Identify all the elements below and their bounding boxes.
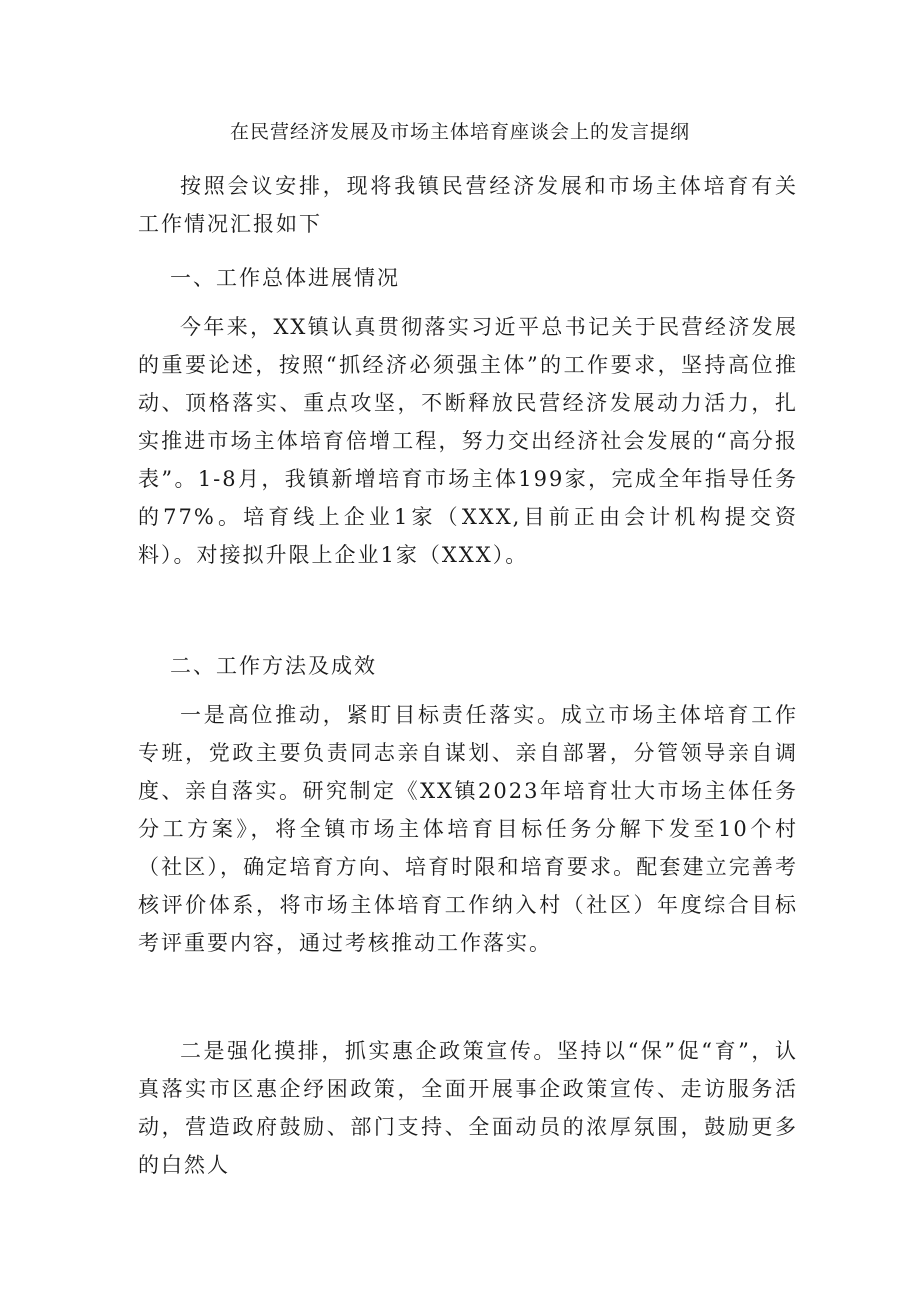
point-2-paragraph: 二是强化摸排，抓实惠企政策宣传。坚持以“保”促“育”，认真落实市区惠企纾困政策，全面开展事企政策宣传、走访服务活动，营造政府鼓励、部门支持、全面动员的浓厚氛围，鼓励更多的白然人	[138, 1039, 798, 1177]
section-2-heading: 二、工作方法及成效	[170, 654, 377, 678]
section-1-body: 今年来，XX镇认真贯彻落实习近平总书记关于民营经济发展的重要论述，按照“抓经济必须强主体”的工作要求，坚持高位推动、顶格落实、重点攻坚，不断释放民营经济发展动力活力，扎实推进市场主体培育倍增工程，努力交出经济社会发展的“高分报表”。1-8月，我镇新增培育市场主体199家，完成全年指导任务的77%。培育线上企业1家（XXX,目前正由会计机构提交资料）。对接拟升限上企业1家（XXX）。	[138, 315, 798, 567]
document-title: 在民营经济发展及市场主体培育座谈会上的发言提纲	[229, 121, 690, 143]
section-1-heading: 一、工作总体进展情况	[170, 266, 400, 290]
point-1-paragraph: 一是高位推动，紧盯目标责任落实。成立市场主体培育工作专班，党政主要负责同志亲自谋划、亲自部署，分管领导亲自调度、亲自落实。研究制定《XX镇2023年培育壮大市场主体任务分工方案》，将全镇市场主体培育目标任务分解下发至10个村（社区），确定培育方向、培育时限和培育要求。配套建立完善考核评价体系，将市场主体培育工作纳入村（社区）年度综合目标考评重要内容，通过考核推动工作落实。	[138, 703, 798, 955]
intro-paragraph: 按照会议安排，现将我镇民营经济发展和市场主体培育有关工作情况汇报如下	[138, 174, 798, 236]
